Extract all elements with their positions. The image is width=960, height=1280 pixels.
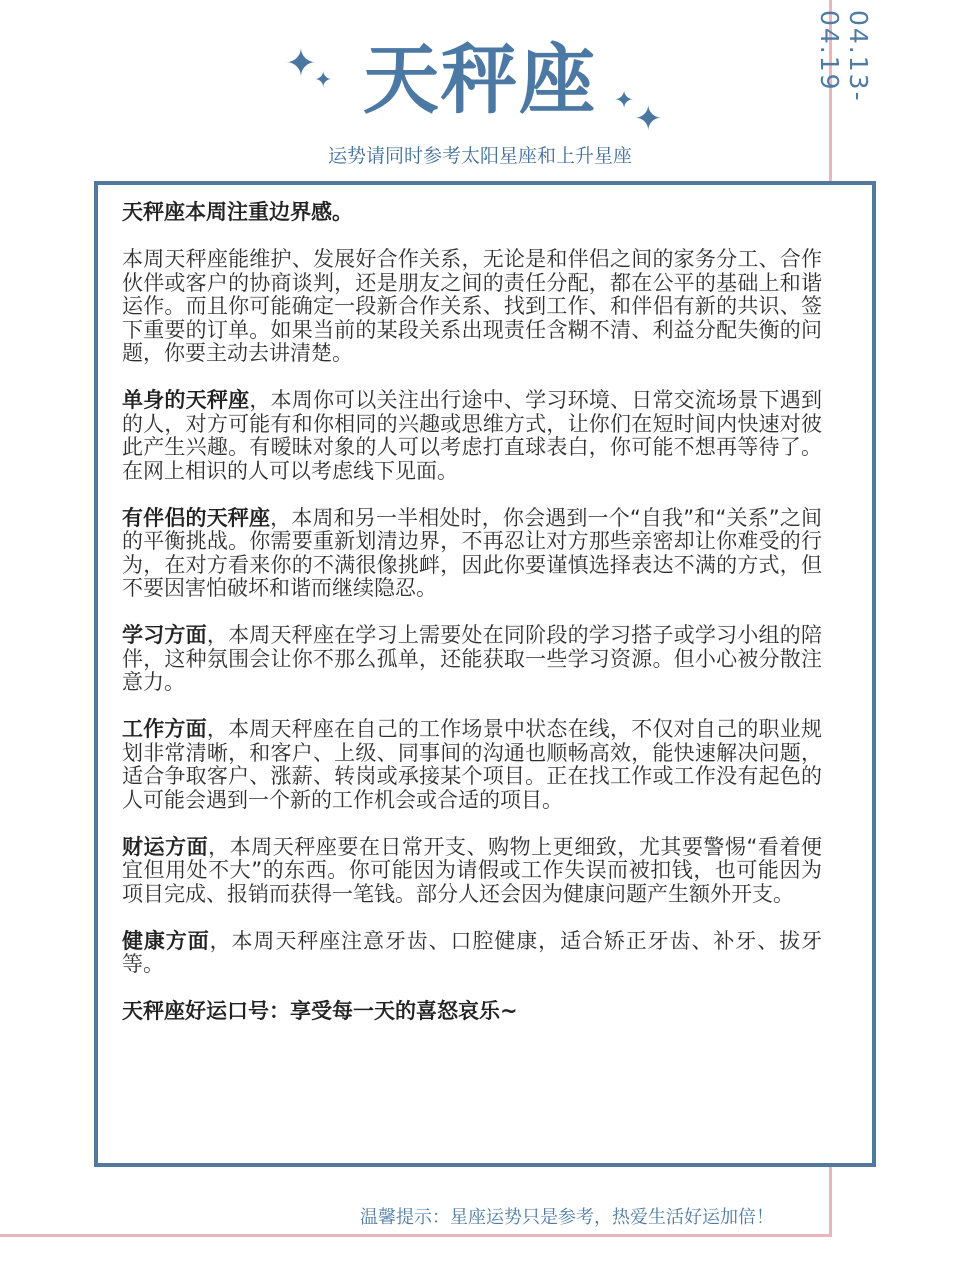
section-label: 学习方面	[122, 623, 207, 647]
section-text: ，本周和另一半相处时，你会遇到一个“自我”和“关系”之间的平衡挑战。你需要重新划清边界，不再忍让对方那些亲密却让你难受的行为，在对方看来你的不满很像挑衅，因此你要谨慎选择表达不满的方式，但不要因害怕破坏和谐而继续隐忍。	[122, 505, 823, 600]
sparkle-icon: ✦	[634, 99, 663, 139]
section-text: ，本周天秤座在自己的工作场景中状态在线，不仅对自己的职业规划非常清晰，和客户、上级、同事间的沟通也顺畅高效，能快速解决问题，适合争取客户、涨薪、转岗或承接某个项目。正在找工作或工作没有起色的人可能会遇到一个新的工作机会或合适的项目。	[122, 717, 822, 812]
section-label: 单身的天秤座	[122, 388, 250, 412]
page-title: 天秤座	[363, 35, 597, 124]
section-text: ，本周天秤座要在日常开支、购物上更细致，尤其要警惕“看着便宜但用处不大”的东西。你可能因为请假或工作失误而被扣钱，也可能因为项目完成、报销而获得一笔钱。部分人还会因为健康问题产生额外开支。	[122, 834, 822, 906]
section-text: ，本周你可以关注出行途中、学习环境、日常交流场景下遇到的人，对方可能有和你相同的兴趣或思维方式，让你们在短时间内快速对彼此产生兴趣。有暧昧对象的人可以考虑打直球表白，你可能不想再等待了。在网上相识的人可以考虑线下见面。	[122, 388, 822, 483]
section-couple	[122, 507, 822, 601]
content-box	[94, 181, 876, 1167]
section-text: ，本周天秤座在学习上需要处在同阶段的学习搭子或学习小组的陪伴，这种氛围会让你不那么孤单，还能获取一些学习资源。但小心被分散注意力。	[122, 623, 822, 694]
sparkle-icon: ✦	[285, 41, 317, 85]
section-single	[122, 389, 822, 483]
section-text: ，本周天秤座注意牙齿、口腔健康，适合矫正牙齿、补牙、拔牙等。	[122, 928, 823, 976]
sparkle-icon-small: ✦	[314, 68, 333, 93]
section-wealth	[122, 836, 822, 907]
sparkle-icon-small: ✦	[614, 86, 635, 114]
section-label: 有伴侣的天秤座	[122, 505, 271, 530]
pink-horizontal-line	[0, 1234, 832, 1237]
subtitle: 运势请同时参考太阳星座和上升星座	[327, 145, 632, 167]
content-text	[122, 201, 822, 1047]
intro-paragraph: 本周天秤座能维护、发展好合作关系，无论是和伴侣之间的家务分工、合作伙伴或客户的协商谈判，还是朋友之间的责任分配，都在公平的基础上和谐运作。而且你可能确定一段新合作关系、找到工作、和伴侣有新的共识、签下重要的订单。如果当前的某段关系出现责任含糊不清、利益分配失衡的问题，你要主动去讲清楚。	[122, 247, 822, 365]
headline: 天秤座本周注重边界感。	[122, 200, 353, 224]
section-study	[122, 624, 822, 695]
section-health	[122, 930, 822, 977]
date-range: 04.13-04.19	[815, 10, 873, 103]
section-label: 健康方面	[122, 928, 210, 953]
section-label: 财运方面	[122, 834, 209, 859]
slogan: 天秤座好运口号：享受每一天的喜怒哀乐~	[122, 999, 518, 1023]
section-work	[122, 718, 822, 812]
section-label: 工作方面	[122, 717, 207, 741]
footer-tip: 温馨提示：星座运势只是参考，热爱生活好运加倍！	[360, 1207, 774, 1228]
